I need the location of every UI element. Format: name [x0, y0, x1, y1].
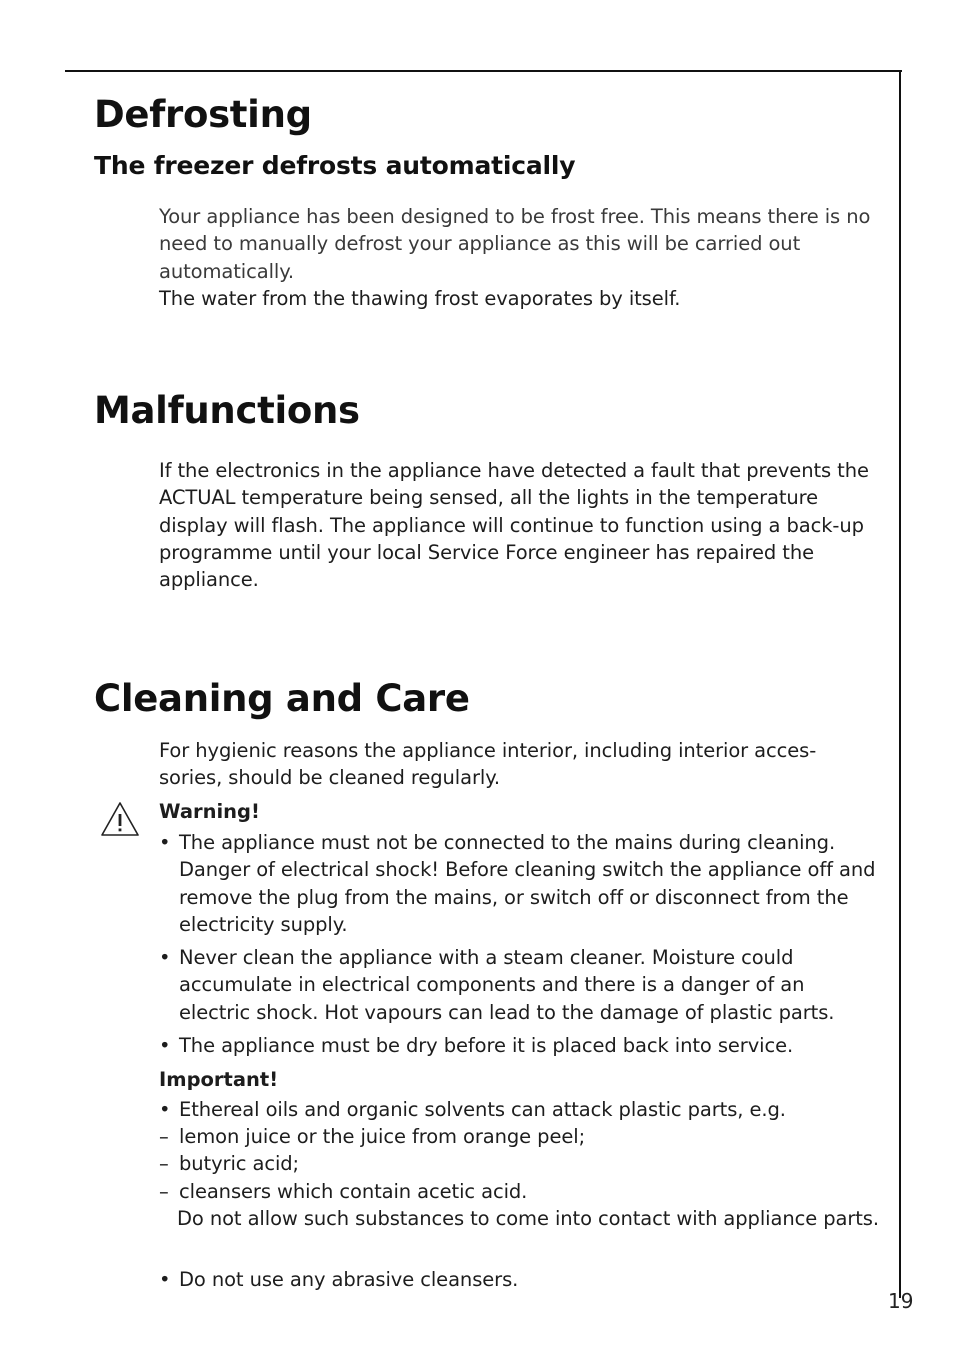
warning-triangle-icon	[99, 800, 141, 838]
last-bullet-text: Do not use any abrasive cleansers.	[179, 1268, 519, 1291]
dash-mark: –	[159, 1125, 169, 1148]
warning-bullet-3	[159, 1032, 879, 1059]
dash-mark: –	[159, 1180, 169, 1203]
dash-text-3: cleansers which contain acetic acid.	[179, 1180, 528, 1203]
dash-item-2	[159, 1150, 879, 1177]
subheading-freezer-defrosts: The freezer defrosts automatically	[94, 151, 576, 180]
bullet-mark: •	[159, 946, 171, 969]
top-rule	[65, 70, 902, 72]
bullet-mark: •	[159, 1034, 171, 1057]
dash-note	[159, 1205, 879, 1232]
warning-bullet-1	[159, 829, 879, 938]
bullet-mark: •	[159, 1268, 171, 1291]
heading-malfunctions: Malfunctions	[94, 389, 360, 432]
right-rule	[899, 70, 901, 1298]
defrosting-note: The water from the thawing frost evaporates by itself.	[159, 287, 681, 310]
warning-label: Warning!	[159, 800, 260, 823]
last-bullet	[159, 1266, 879, 1293]
dash-item-1	[159, 1123, 879, 1150]
warning-text-1: The appliance must not be connected to the mains during cleaning. Danger of electrical shock! Before cleaning switch the appliance off and remove the plug from the mains, or switch off or disconnect from the electricity supply.	[179, 831, 876, 936]
important-text: Ethereal oils and organic solvents can attack plastic parts, e.g.	[179, 1098, 786, 1121]
defrosting-paragraph: Your appliance has been designed to be frost free. This means there is no need to manually defrost your appliance as this will be carried out automatically.	[159, 205, 871, 283]
bullet-mark: •	[159, 831, 171, 854]
important-label: Important!	[159, 1068, 279, 1091]
warning-bullet-2	[159, 944, 879, 1026]
dash-note-text: Do not allow such substances to come into contact with appliance parts.	[177, 1207, 879, 1230]
cleaning-intro: For hygienic reasons the appliance interior, including interior acces-sories, should be cleaned regularly.	[159, 739, 817, 790]
warning-text-3: The appliance must be dry before it is placed back into service.	[179, 1034, 794, 1057]
dash-item-3	[159, 1178, 879, 1205]
dash-mark: –	[159, 1152, 169, 1175]
bullet-mark: •	[159, 1098, 171, 1121]
malfunctions-paragraph: If the electronics in the appliance have detected a fault that prevents the ACTUAL temperature being sensed, all the lights in the temperature display will flash. The appliance will continue to function using a back-up programme until your local Service Force engineer has repaired the appliance.	[159, 459, 869, 592]
heading-defrosting: Defrosting	[94, 93, 312, 136]
dash-text-1: lemon juice or the juice from orange peel;	[179, 1125, 586, 1148]
heading-cleaning-and-care: Cleaning and Care	[94, 677, 470, 720]
warning-text-2: Never clean the appliance with a steam cleaner. Moisture could accumulate in electrical components and there is a danger of an electric shock. Hot vapours can lead to the damage of plastic parts.	[179, 946, 835, 1024]
important-bullet	[159, 1096, 879, 1123]
page-number: 19	[888, 1289, 914, 1313]
dash-text-2: butyric acid;	[179, 1152, 300, 1175]
